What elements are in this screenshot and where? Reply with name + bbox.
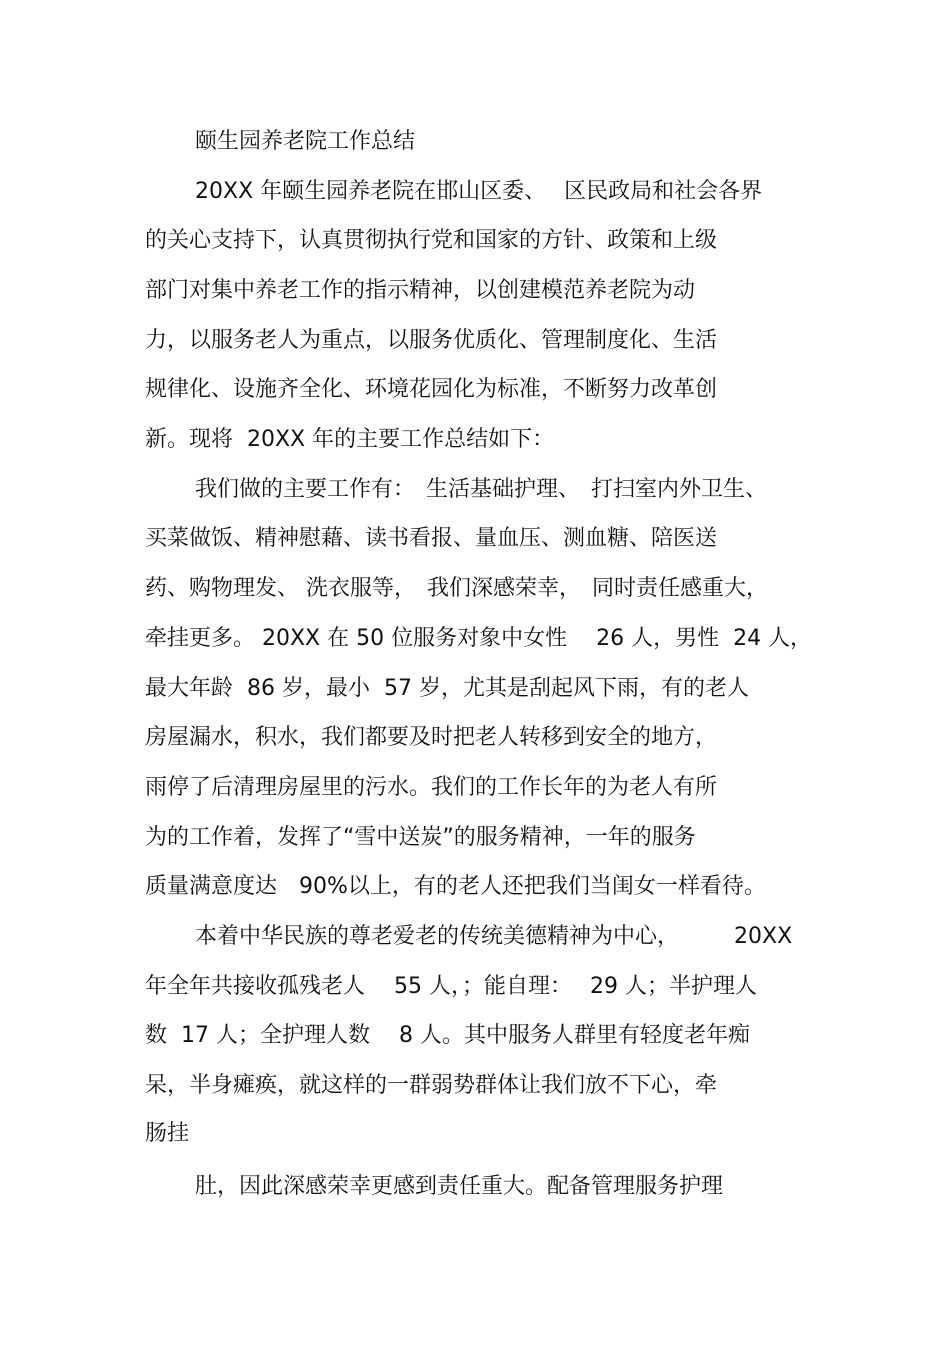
paragraph-line: 肚，因此深感荣幸更感到责任重大。配备管理服务护理 [195,1174,724,1199]
paragraph-line: 20XX 年颐生园养老院在邯山区委、 区民政局和社会各界 [195,179,763,204]
paragraph-line: 年全年共接收孤残老人 55 人，；能自理： 29 人；半护理人 [145,974,757,999]
paragraph-line: 房屋漏水，积水，我们都要及时把老人转移到安全的地方， [145,725,718,750]
paragraph-line: 力，以服务老人为重点，以服务优质化、管理制度化、生活 [145,328,718,353]
paragraph-line: 新。现将 20XX 年的主要工作总结如下： [145,427,555,452]
paragraph-line: 数 17 人；全护理人数 8 人。其中服务人群里有轻度老年痴 [145,1023,750,1048]
paragraph-line: 呆，半身瘫痪，就这样的一群弱势群体让我们放不下心，牵 [145,1073,718,1098]
paragraph-line: 肠挂 [145,1121,190,1146]
document-title: 颐生园养老院工作总结 [195,129,416,154]
paragraph-line: 最大年龄 86 岁，最小 57 岁，尤其是刮起风下雨，有的老人 [145,676,749,701]
paragraph-line: 部门对集中养老工作的指示精神，以创建模范养老院为动 [145,278,696,303]
paragraph-line: 买菜做饭、精神慰藉、读书看报、量血压、测血糖、陪医送 [145,526,718,551]
paragraph-line: 本着中华民族的尊老爱老的传统美德精神为中心， 20XX [195,924,793,949]
paragraph-line: 规律化、设施齐全化、环境花园化为标准，不断努力改革创 [145,377,718,402]
paragraph-line: 我们做的主要工作有： 生活基础护理、 打扫室内外卫生、 [195,477,768,502]
paragraph-line: 质量满意度达 90%以上，有的老人还把我们当闺女一样看待。 [145,874,766,899]
paragraph-line: 牵挂更多。 20XX 在 50 位服务对象中女性 26 人，男性 24 人， [145,626,813,651]
paragraph-line: 药、购物理发、 洗衣服等， 我们深感荣幸， 同时责任感重大， [145,576,768,601]
paragraph-line: 为的工作着，发挥了“雪中送炭”的服务精神，一年的服务 [145,825,696,850]
paragraph-line: 的关心支持下，认真贯彻执行党和国家的方针、政策和上级 [145,228,718,253]
paragraph-line: 雨停了后清理房屋里的污水。我们的工作长年的为老人有所 [145,775,718,800]
